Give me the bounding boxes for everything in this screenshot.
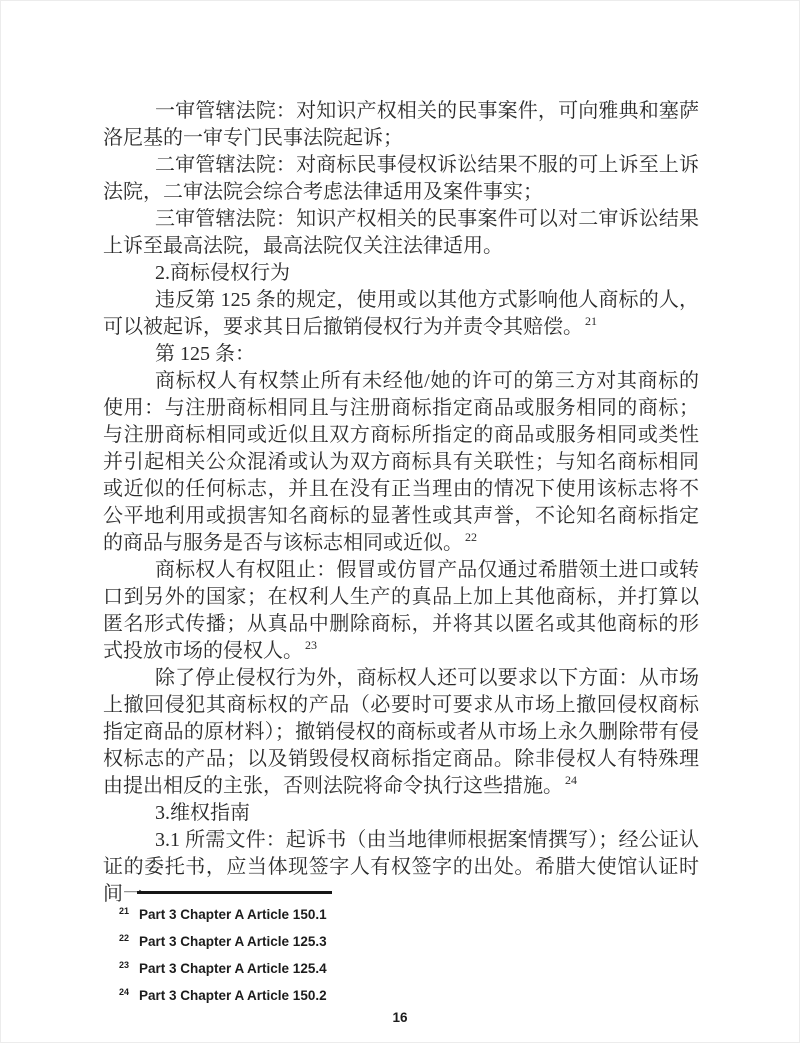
paragraph [103,287,699,341]
footnote-number: 23 [119,959,130,970]
footnote-text: Part 3 Chapter A Article 125.3 [139,934,327,949]
paragraph-text: 三审管辖法院：知识产权相关的民事案件可以对二审诉讼结果上诉至最高法院，最高法院仅关注法律适用。 [103,208,699,257]
footnote-text: Part 3 Chapter A Article 125.4 [139,961,327,976]
footnote-number: 22 [119,932,130,943]
paragraph [103,206,699,260]
paragraph-text: 第 125 条： [155,343,255,365]
footnote-text: Part 3 Chapter A Article 150.1 [139,907,327,922]
paragraph [103,98,699,152]
footnote-list [103,907,699,1004]
footnote-reference: 22 [465,530,477,545]
paragraph [103,368,699,557]
footnote-number: 24 [119,986,130,997]
paragraph [103,152,699,206]
paragraph-text: 3.1 所需文件：起诉书（由当地律师根据案情撰写）；经公证认证的委托书，应当体现签字人有权签字的出处。希腊大使馆认证时间一 [103,829,699,905]
footnote-item [119,934,699,950]
paragraph [103,557,699,665]
footnote-reference: 24 [565,773,577,788]
paragraph-text: 一审管辖法院：对知识产权相关的民事案件，可向雅典和塞萨洛尼基的一审专门民事法院起诉； [103,100,699,149]
paragraph-text: 除了停止侵权行为外，商标权人还可以要求以下方面：从市场上撤回侵犯其商标权的产品（必要时可要求从市场上撤回侵权商标指定商品的原材料）；撤销侵权的商标或者从市场上永久删除带有侵权标志的产品；以及销毁侵权商标指定商品。除非侵权人有特殊理由提出相反的主张，否则法院将命令执行这些措施。 [103,667,699,797]
paragraph-text: 商标权人有权禁止所有未经他/她的许可的第三方对其商标的使用：与注册商标相同且与注册商标指定商品或服务相同的商标；与注册商标相同或近似且双方商标所指定的商品或服务相同或类性并引起相关公众混淆或认为双方商标具有关联性；与知名商标相同或近似的任何标志，并且在没有正当理由的情况下使用该标志将不公平地利用或损害知名商标的显著性或其声誉，不论知名商标指定的商品与服务是否与该标志相同或近似。 [103,370,699,554]
footnote-reference: 21 [585,314,597,329]
document-body [103,98,699,908]
footnote-section [103,891,699,1015]
footnote-number: 21 [119,905,130,916]
paragraph-text: 二审管辖法院：对商标民事侵权诉讼结果不服的可上诉至上诉法院，二审法院会综合考虑法律适用及案件事实； [103,154,699,203]
paragraph-text: 3.维权指南 [155,802,250,824]
paragraph-text: 违反第 125 条的规定，使用或以其他方式影响他人商标的人，可以被起诉，要求其日后撤销侵权行为并责令其赔偿。 [103,289,699,338]
paragraph [103,260,699,287]
footnote-reference: 23 [305,638,317,653]
paragraph [103,665,699,800]
paragraph-text: 商标权人有权阻止：假冒或仿冒产品仅通过希腊领土进口或转口到另外的国家；在权利人生产的真品上加上其他商标，并打算以匿名形式传播；从真品中删除商标，并将其以匿名或其他商标的形式投放市场的侵权人。 [103,559,699,662]
footnote-item [119,988,699,1004]
page-number: 16 [392,1010,408,1025]
footnote-text: Part 3 Chapter A Article 150.2 [139,988,327,1003]
footnote-item [119,961,699,977]
paragraph [103,341,699,368]
paragraph-text: 2.商标侵权行为 [155,262,290,284]
footnote-item [119,907,699,923]
footnote-separator-line [137,891,332,894]
paragraph [103,800,699,827]
